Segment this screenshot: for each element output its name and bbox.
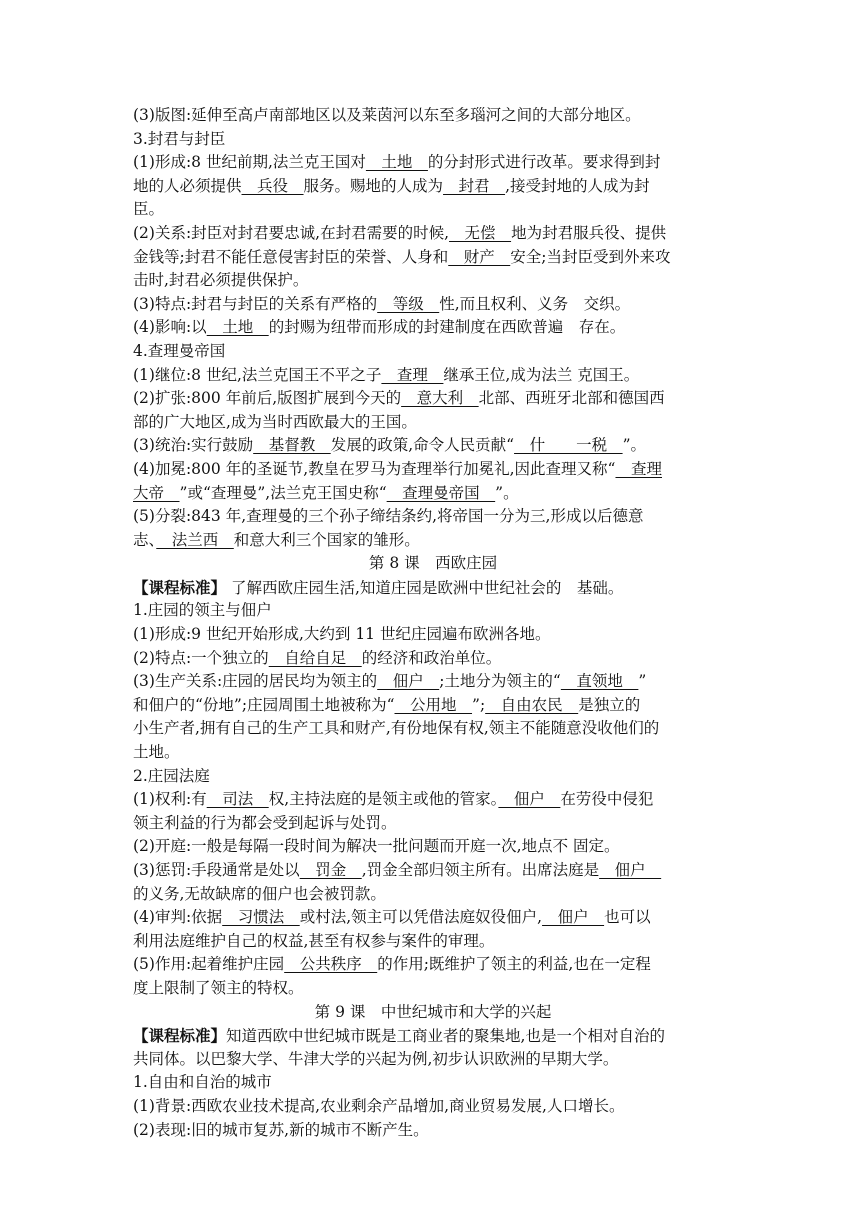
fill-blank-answer: 查理曼帝国: [386, 483, 496, 502]
text-segment: 3.封君与封臣: [133, 129, 226, 148]
text-segment: (2)关系:封臣对封君要忠诚,在封君需要的时候,: [133, 223, 450, 242]
fill-blank-answer: 习惯法: [222, 908, 300, 927]
text-segment: (4)加冕:800 年的圣诞节,教皇在罗马为查理举行加冕礼,因此查理又称“: [133, 459, 616, 478]
text-segment: 击时,封君必须提供保护。: [133, 271, 309, 290]
text-line: [133, 599, 733, 623]
text-segment: 继承王位,成为法兰 克国王。: [443, 365, 640, 384]
text-segment: (3)统治:实行鼓励: [133, 436, 254, 455]
text-segment: (1)形成:9 世纪开始形成,大约到 11 世纪庄园遍布欧洲各地。: [133, 625, 551, 644]
text-segment: 在劳役中侵犯: [560, 790, 654, 809]
text-segment: 了解西欧庄园生活,知道庄园是欧洲中世纪社会的 基础。: [226, 578, 624, 597]
text-line: [133, 765, 733, 789]
fill-blank-answer: 什 一税: [514, 436, 623, 455]
text-segment: (1)继位:8 世纪,法兰克国王不平之子: [133, 365, 382, 384]
fill-blank-answer: 大帝: [133, 483, 180, 502]
text-line: [133, 364, 733, 388]
text-line: [133, 246, 733, 270]
text-segment: 和意大利三个国家的雏形。: [233, 530, 420, 549]
text-segment: ”: [638, 672, 647, 691]
text-line: [133, 104, 733, 128]
text-line: [133, 859, 733, 883]
text-segment: (3)特点:封君与封臣的关系有严格的: [133, 294, 378, 313]
text-segment: ”。: [622, 436, 647, 455]
text-segment: 志、: [133, 530, 157, 549]
text-segment: 土地。: [133, 743, 180, 762]
curriculum-standard-label: 【课程标准】: [133, 577, 227, 597]
text-line: [133, 411, 733, 435]
text-segment: 领主利益的行为都会受到起诉与处罚。: [133, 813, 397, 832]
fill-blank-answer: 封君: [443, 176, 506, 195]
text-line: [133, 458, 733, 482]
text-segment: 的封赐为纽带而形成的封建制度在西欧普遍 存在。: [268, 318, 626, 337]
text-line: [133, 340, 733, 364]
fill-blank-answer: 查理: [615, 459, 662, 478]
text-line: [133, 741, 733, 765]
text-segment: 和佃户的“份地”;庄园周围土地被称为“: [133, 695, 395, 714]
fill-blank-answer: 佃户: [599, 861, 662, 879]
text-line: [133, 576, 733, 600]
text-segment: ”。: [495, 483, 519, 502]
text-segment: 的作用;既维护了领主的利益,也在一定程: [377, 955, 651, 974]
text-segment: (1)形成:8 世纪前期,法兰克王国对: [133, 153, 366, 172]
text-line: [133, 906, 733, 930]
curriculum-standard-label: 【课程标准】: [133, 1026, 227, 1046]
text-line: [133, 623, 733, 647]
text-segment: 地为封君服兵役、提供: [511, 223, 667, 242]
text-segment: (3)版图:延伸至高卢南部地区以及莱茵河以东至多瑙河之间的大部分地区。: [133, 106, 641, 124]
fill-blank-answer: 公共秩序: [284, 955, 378, 974]
text-line: [133, 647, 733, 671]
text-segment: 或村法,领主可以凭借法庭奴役佃户,: [299, 908, 543, 927]
text-segment: 共同体。以巴黎大学、牛津大学的兴起为例,初步认识欧洲的早期大学。: [133, 1049, 619, 1068]
text-segment: 是独立的: [578, 695, 641, 714]
text-segment: 地的人必须提供: [133, 176, 242, 195]
fill-blank-answer: 兵役: [241, 176, 304, 195]
text-segment: 4.查理曼帝国: [133, 341, 226, 360]
text-segment: 利用法庭维护自己的权益,甚至有权参与案件的审理。: [133, 931, 495, 950]
text-segment: (1)权利:有: [133, 790, 207, 809]
text-segment: (3)惩罚:手段通常是处以: [133, 861, 300, 879]
text-segment: (2)表现:旧的城市复苏,新的城市不断产生。: [133, 1120, 429, 1139]
text-line: [133, 1024, 733, 1048]
text-segment: (4)审判:依据: [133, 908, 223, 927]
text-segment: 北部、西班牙北部和德国西: [478, 389, 665, 408]
fill-blank-answer: 司法: [206, 790, 269, 809]
text-segment: 发展的政策,命令人民贡献“: [330, 436, 515, 455]
text-line: [133, 269, 733, 293]
fill-blank-answer: 意大利: [401, 389, 479, 408]
text-segment: 度上限制了领主的特权。: [133, 978, 304, 997]
document-page: [133, 104, 733, 1142]
text-segment: 1.自由和自治的城市: [133, 1073, 272, 1092]
text-line: [133, 387, 733, 411]
text-segment: ”;: [472, 695, 486, 714]
text-line: [133, 434, 733, 458]
fill-blank-answer: 佃户: [377, 672, 440, 691]
fill-blank-answer: 自给自足: [268, 648, 362, 667]
fill-blank-answer: 财产: [448, 247, 511, 266]
text-segment: ;土地分为领主的“: [439, 672, 561, 691]
text-line: [133, 198, 733, 222]
text-segment: ,罚金全部归领主所有。出席法庭是: [361, 861, 600, 879]
text-line: [133, 175, 733, 199]
text-segment: 知道西欧中世纪城市既是工商业者的聚集地,也是一个相对自治的: [226, 1027, 665, 1046]
text-line: [133, 316, 733, 340]
lesson-title: [133, 1001, 733, 1025]
fill-blank-answer: 无偿: [449, 223, 512, 242]
fill-blank-answer: 直领地: [560, 672, 639, 691]
text-segment: 第 9 课 中世纪城市和大学的兴起: [314, 1002, 552, 1021]
text-line: [133, 1119, 733, 1143]
text-line: [133, 128, 733, 152]
text-segment: 性,而且权利、义务 交织。: [439, 294, 631, 313]
text-segment: 权,主持法庭的是领主或他的管家。: [268, 790, 499, 809]
text-line: [133, 883, 733, 907]
text-segment: 部的广大地区,成为当时西欧最大的王国。: [133, 412, 417, 431]
text-segment: (2)扩张:800 年前后,版图扩展到今天的: [133, 389, 402, 408]
fill-blank-answer: 公用地: [394, 695, 473, 714]
text-line: [133, 953, 733, 977]
fill-blank-answer: 基督教: [253, 436, 331, 455]
text-line: [133, 1048, 733, 1072]
text-segment: 臣。: [133, 200, 165, 219]
fill-blank-answer: 罚金: [299, 861, 362, 879]
text-line: [133, 670, 733, 694]
fill-blank-answer: 佃户: [542, 908, 605, 927]
text-segment: 的经济和政治单位。: [361, 648, 502, 667]
text-segment: 第 8 课 西欧庄园: [368, 554, 498, 573]
text-segment: 安全;当封臣受到外来攻: [510, 247, 671, 266]
text-segment: ,接受封地的人成为封: [505, 176, 650, 195]
fill-blank-answer: 土地: [365, 153, 428, 172]
text-line: [133, 930, 733, 954]
text-segment: (4)影响:以: [133, 318, 207, 337]
text-line: [133, 482, 733, 506]
text-segment: ”或“查理曼”,法兰克王国史称“: [179, 483, 387, 502]
text-segment: 小生产者,拥有自己的生产工具和财产,有份地保有权,领主不能随意没收他们的: [133, 719, 660, 738]
text-line: [133, 694, 733, 718]
text-segment: 1.庄园的领主与佃户: [133, 601, 272, 620]
text-segment: 金钱等;封君不能任意侵害封臣的荣誉、人身和: [133, 247, 449, 266]
text-line: [133, 788, 733, 812]
text-line: [133, 222, 733, 246]
text-line: [133, 977, 733, 1001]
lesson-title: [133, 552, 733, 576]
text-line: [133, 717, 733, 741]
fill-blank-answer: 法兰西: [156, 530, 234, 549]
text-segment: (1)背景:西欧农业技术提高,农业剩余产品增加,商业贸易发展,人口增长。: [133, 1096, 625, 1115]
text-line: [133, 1095, 733, 1119]
text-segment: 的分封形式进行改革。要求得到封: [427, 153, 661, 172]
text-line: [133, 293, 733, 317]
text-line: [133, 812, 733, 836]
text-segment: 也可以: [604, 908, 651, 927]
text-segment: (3)生产关系:庄园的居民均为领主的: [133, 672, 378, 691]
fill-blank-answer: 佃户: [498, 790, 561, 809]
text-line: [133, 1071, 733, 1095]
text-segment: (5)分裂:843 年,查理曼的三个孙子缔结条约,将帝国一分为三,形成以后德意: [133, 507, 644, 526]
text-segment: 的义务,无故缺席的佃户也会被罚款。: [133, 884, 386, 903]
text-segment: (2)开庭:一般是每隔一段时间为解决一批问题而开庭一次,地点不 固定。: [133, 837, 620, 856]
text-segment: 2.庄园法庭: [133, 766, 210, 785]
text-line: [133, 529, 733, 553]
text-line: [133, 151, 733, 175]
fill-blank-answer: 等级: [377, 294, 440, 313]
fill-blank-answer: 查理: [381, 365, 444, 384]
text-segment: (2)特点:一个独立的: [133, 648, 269, 667]
text-segment: 服务。赐地的人成为: [303, 176, 444, 195]
text-segment: (5)作用:起着维护庄园: [133, 955, 285, 974]
fill-blank-answer: 土地: [206, 318, 269, 337]
text-line: [133, 505, 733, 529]
fill-blank-answer: 自由农民: [485, 695, 579, 714]
text-line: [133, 835, 733, 859]
